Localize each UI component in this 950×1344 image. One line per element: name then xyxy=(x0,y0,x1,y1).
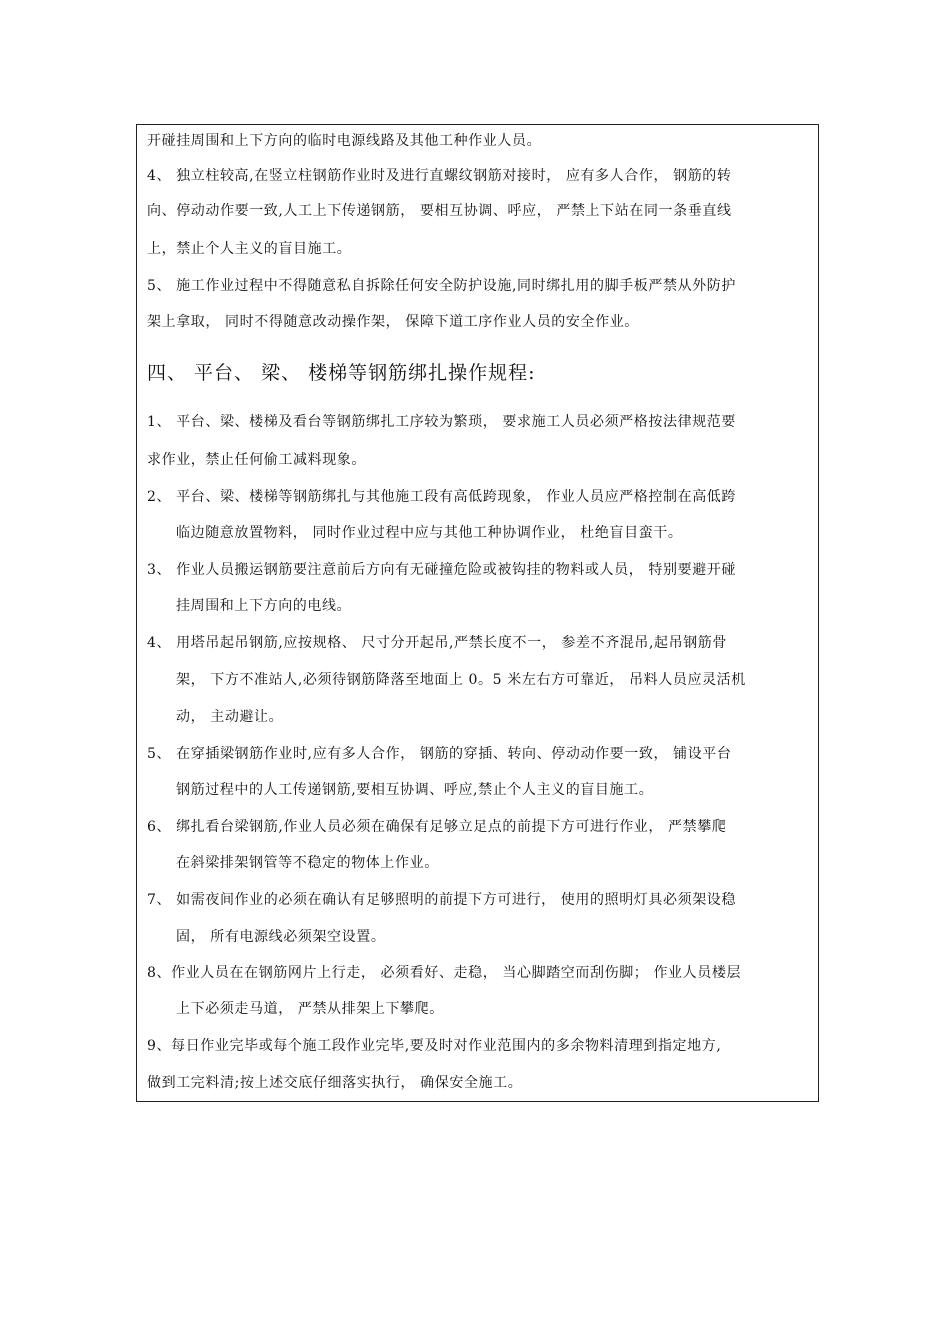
text-line: 挂周围和上下方向的电线。 xyxy=(176,598,352,614)
text-line: 5、 施工作业过程中不得随意私自拆除任何安全防护设施,同时绑扎用的脚手板严禁从外防护 xyxy=(147,278,737,294)
text-line: 动， 主动避让。 xyxy=(176,709,284,725)
text-line: 4、 用塔吊起吊钢筋,应按规格、 尺寸分开起吊,严禁长度不一， 参差不齐混吊,起吊钢筋骨 xyxy=(147,635,728,651)
text-line: 8、作业人员在在钢筋网片上行走， 必须看好、走稳， 当心脚踏空而刮伤脚； 作业人员楼层 xyxy=(147,965,742,981)
text-line: 6、 绑扎看台梁钢筋,作业人员必须在确保有足够立足点的前提下方可进行作业， 严禁攀爬 xyxy=(147,819,727,835)
text-line: 架， 下方不准站人,必须待钢筋降落至地面上 0。5 米左右方可靠近， 吊料人员应灵活机 xyxy=(176,672,746,688)
text-line: 架上拿取， 同时不得随意改动操作架， 保障下道工序作业人员的安全作业。 xyxy=(147,314,639,330)
text-line: 做到工完料清;按上述交底仔细落实执行， 确保安全施工。 xyxy=(147,1075,523,1091)
section-heading: 四、 平台、 梁、 楼梯等钢筋绑扎操作规程: xyxy=(147,362,536,384)
text-line: 1、 平台、梁、楼梯及看台等钢筋绑扎工序较为繁琐， 要求施工人员必须严格按法律规范要 xyxy=(147,414,737,430)
text-line: 上，禁止个人主义的盲目施工。 xyxy=(147,241,352,257)
text-line: 在斜梁排架钢管等不稳定的物体上作业。 xyxy=(176,855,439,871)
text-line: 3、 作业人员搬运钢筋要注意前后方向有无碰撞危险或被钩挂的物料或人员， 特别要避开碰 xyxy=(147,562,737,578)
text-line: 7、 如需夜间作业的必须在确认有足够照明的前提下方可进行， 使用的照明灯具必须架设稳 xyxy=(147,892,737,908)
text-line: 向、停动动作要一致,人工上下传递钢筋， 要相互协调、呼应， 严禁上下站在同一条垂直线 xyxy=(147,203,732,219)
text-line: 求作业，禁止任何偷工减料现象。 xyxy=(147,452,366,468)
text-line: 开碰挂周围和上下方向的临时电源线路及其他工种作业人员。 xyxy=(147,133,542,149)
text-line: 5、 在穿插梁钢筋作业时,应有多人合作， 钢筋的穿插、转向、停动动作要一致， 铺设平台 xyxy=(147,746,732,762)
text-line: 2、 平台、梁、楼梯等钢筋绑扎与其他施工段有高低跨现象， 作业人员应严格控制在高低跨 xyxy=(147,489,737,505)
text-line: 临边随意放置物料， 同时作业过程中应与其他工种协调作业， 杜绝盲目蛮干。 xyxy=(176,525,683,541)
text-line: 9、每日作业完毕或每个施工段作业完毕,要及时对作业范围内的多余物料清理到指定地方, xyxy=(147,1038,722,1054)
text-line: 4、 独立柱较高,在竖立柱钢筋作业时及进行直螺纹钢筋对接时， 应有多人合作， 钢筋的转 xyxy=(147,168,732,184)
text-line: 固， 所有电源线必须架空设置。 xyxy=(176,929,386,945)
text-line: 上下必须走马道， 严禁从排架上下攀爬。 xyxy=(176,1001,444,1017)
text-line: 钢筋过程中的人工传递钢筋,要相互协调、呼应,禁止个人主义的盲目施工。 xyxy=(176,782,654,798)
